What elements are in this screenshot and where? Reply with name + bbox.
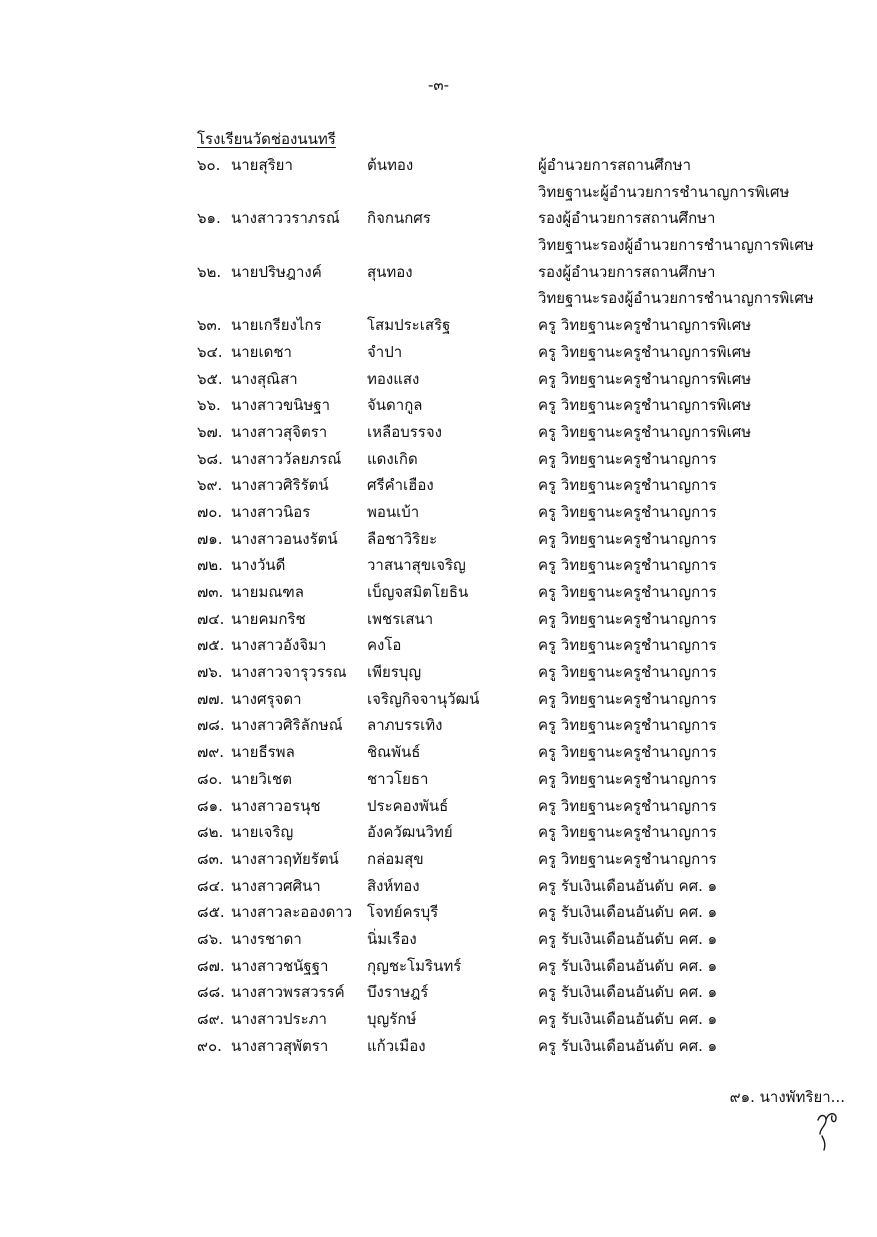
row-number: ๖๗. [197,422,223,441]
row-number: ๘๓. [197,849,224,868]
row-number: ๗๔. [197,609,225,628]
row-number: ๗๕. [197,636,225,655]
person-name: นางศรุจดา [231,689,302,708]
person-surname: พอนเบ้า [367,502,420,521]
person-surname: บึงราษฎร์ [367,983,429,1002]
staff-row [0,205,877,232]
staff-row [0,1033,877,1060]
row-number: ๗๐. [197,502,223,521]
staff-row [0,446,877,473]
person-surname: กล่อมสุข [367,849,424,868]
person-position: ครู รับเงินเดือนอันดับ คศ. ๑ [538,876,718,895]
person-name: นางสาววัลยภรณ์ [231,449,342,468]
person-position: ครู วิทยฐานะครูชำนาญการ [538,636,717,655]
person-position: ครู วิทยฐานะครูชำนาญการพิเศษ [538,342,752,361]
person-surname: แก้วเมือง [367,1036,426,1055]
staff-row [0,686,877,713]
row-number: ๗๖. [197,663,223,682]
person-position: ครู วิทยฐานะครูชำนาญการ [538,849,717,868]
row-number: ๗๘. [197,716,225,735]
row-number: ๖๓. [197,316,222,335]
person-position: ครู รับเงินเดือนอันดับ คศ. ๑ [538,956,718,975]
person-surname: ลือชาวิริยะ [367,529,438,548]
person-position: ครู วิทยฐานะครูชำนาญการ [538,716,717,735]
person-position: ครู วิทยฐานะครูชำนาญการ [538,609,717,628]
row-number: ๖๙. [197,476,223,495]
person-surname: กุญชะโมรินทร์ [367,956,462,975]
person-name: นางสาวศิริลักษณ์ [231,716,343,735]
person-surname: โสมประเสริฐ [367,316,451,335]
person-position: รองผู้อำนวยการสถานศึกษา [538,209,716,228]
person-name: นางสาวละอองดาว [231,903,353,922]
staff-list [0,152,877,1059]
person-surname: บุญรักษ์ [367,1010,417,1028]
staff-row [0,152,877,179]
staff-row [0,766,877,793]
staff-row [0,739,877,766]
staff-row [0,285,877,312]
person-name: นางสาวศศินา [231,876,321,895]
person-position: ครู วิทยฐานะครูชำนาญการ [538,743,717,762]
person-surname: คงโอ [367,636,402,655]
person-name: นางสาวอนงรัตน์ [231,529,338,548]
person-surname: จันดากูล [367,396,423,415]
person-name: นางสาวจารุวรรณ [231,663,347,682]
person-surname: แดงเกิด [367,449,418,468]
staff-row [0,552,877,579]
person-surname: สิงห์ทอง [367,876,420,895]
person-position: ครู รับเงินเดือนอันดับ คศ. ๑ [538,929,718,948]
person-surname: เหลือบรรจง [367,422,442,441]
person-position: ครู วิทยฐานะครูชำนาญการ [538,769,717,788]
person-name: นางสาวฤทัยรัตน์ [231,849,339,868]
person-name: นายเดชา [231,342,292,361]
staff-row [0,953,877,980]
person-position: วิทยฐานะผู้อำนวยการชำนาญการพิเศษ [538,182,790,201]
staff-row [0,419,877,446]
row-number: ๘๙. [197,1010,225,1028]
person-name: นายมณฑล [231,583,304,601]
person-name: นางสุณิสา [231,369,298,388]
row-number: ๙๐. [197,1036,222,1055]
person-surname: เพียรบุญ [367,663,422,682]
person-surname: วาสนาสุขเจริญ [367,556,466,575]
person-name: นางสาวขนิษฐา [231,396,331,415]
person-surname: ชาวโยธา [367,769,429,788]
row-number: ๘๐. [197,769,223,788]
staff-row [0,392,877,419]
staff-row [0,606,877,633]
person-name: นายสุริยา [231,156,293,174]
person-name: นายเจริญ [231,823,294,842]
row-number: ๖๘. [197,449,223,468]
person-name: นางสาวชนัฐฐา [231,956,329,975]
person-position: ครู รับเงินเดือนอันดับ คศ. ๑ [538,1010,718,1028]
person-position: ครู วิทยฐานะครูชำนาญการ [538,502,717,521]
row-number: ๗๒. [197,556,223,575]
school-heading: โรงเรียนวัดช่องนนทรี [197,130,336,148]
person-surname: ต้นทอง [367,156,414,174]
person-name: นางสาวสุจิตรา [231,422,328,441]
person-name: นางสาวสุพัตรา [231,1036,329,1055]
person-surname: ทองแสง [367,369,420,388]
person-position: ครู วิทยฐานะครูชำนาญการ [538,529,717,548]
row-number: ๖๕. [197,369,223,388]
staff-row [0,846,877,873]
staff-row [0,899,877,926]
staff-row [0,926,877,953]
row-number: ๗๙. [197,743,225,762]
person-name: นางสาววราภรณ์ [231,209,340,228]
person-name: นางสาวศิริรัตน์ [231,476,329,495]
staff-row [0,232,877,259]
person-name: นายปริษฎางค์ [231,262,322,281]
row-number: ๖๑. [197,209,221,228]
person-surname: โจทย์ครบุรี [367,903,439,922]
person-position: ครู วิทยฐานะครูชำนาญการ [538,583,717,601]
person-name: นางสาวอังจิมา [231,636,327,655]
person-surname: ศรีคำเฮือง [367,476,434,495]
staff-row [0,659,877,686]
row-number: ๘๗. [197,956,225,975]
person-position: ครู วิทยฐานะครูชำนาญการ [538,449,717,468]
person-position: ครู วิทยฐานะครูชำนาญการ [538,663,717,682]
person-name: นางสาวนิอร [231,502,311,521]
row-number: ๘๑. [197,796,223,815]
staff-row [0,526,877,553]
staff-row [0,579,877,606]
person-position: วิทยฐานะรองผู้อำนวยการชำนาญการพิเศษ [538,289,814,308]
staff-row [0,712,877,739]
row-number: ๘๘. [197,983,225,1002]
person-position: ครู วิทยฐานะครูชำนาญการ [538,796,717,815]
person-name: นายธีรพล [231,743,295,762]
person-name: นายคมกริช [231,609,306,628]
person-position: ครู วิทยฐานะครูชำนาญการ [538,556,717,575]
person-position: วิทยฐานะรองผู้อำนวยการชำนาญการพิเศษ [538,236,814,255]
staff-row [0,472,877,499]
person-surname: สุนทอง [367,262,413,281]
person-position: ครู วิทยฐานะครูชำนาญการ [538,689,717,708]
row-number: ๗๑. [197,529,223,548]
person-surname: ชิณพันธ์ [367,743,421,762]
person-position: ครู วิทยฐานะครูชำนาญการพิเศษ [538,316,752,335]
person-surname: เบ็ญจสมิตโยธิน [367,583,469,601]
person-name: นางรชาดา [231,929,302,948]
staff-row [0,1006,877,1033]
person-position: ผู้อำนวยการสถานศึกษา [538,156,692,174]
person-surname: ประคองพันธ์ [367,796,449,815]
row-number: ๘๕. [197,903,225,922]
person-position: ครู วิทยฐานะครูชำนาญการพิเศษ [538,422,752,441]
row-number: ๖๔. [197,342,223,361]
staff-row [0,499,877,526]
person-surname: อังควัฒนวิทย์ [367,823,453,842]
row-number: ๘๔. [197,876,225,895]
row-number: ๗๗. [197,689,225,708]
person-surname: ลาภบรรเทิง [367,716,443,735]
staff-row [0,793,877,820]
row-number: ๘๖. [197,929,223,948]
person-name: นางสาวประภา [231,1010,327,1028]
person-surname: กิจกนกศร [367,209,431,228]
person-name: นางวันดี [231,556,286,575]
person-position: ครู วิทยฐานะครูชำนาญการ [538,823,717,842]
staff-row [0,179,877,206]
person-position: ครู วิทยฐานะครูชำนาญการ [538,476,717,495]
person-position: ครู รับเงินเดือนอันดับ คศ. ๑ [538,1036,718,1055]
person-position: ครู วิทยฐานะครูชำนาญการพิเศษ [538,396,752,415]
staff-row [0,632,877,659]
row-number: ๖๐. [197,156,221,174]
continuation-text: ๙๑. นางพัทริยา... [729,1088,845,1106]
row-number: ๖๖. [197,396,221,415]
staff-row [0,819,877,846]
row-number: ๘๒. [197,823,224,842]
person-surname: นิ่มเรือง [367,929,417,948]
person-position: ครู รับเงินเดือนอันดับ คศ. ๑ [538,983,718,1002]
row-number: ๖๒. [197,262,222,281]
staff-row [0,366,877,393]
person-position: ครู รับเงินเดือนอันดับ คศ. ๑ [538,903,718,922]
person-surname: เพชรเสนา [367,609,434,628]
person-position: รองผู้อำนวยการสถานศึกษา [538,262,716,281]
person-name: นายเกรียงไกร [231,316,322,335]
person-name: นางสาวพรสวรรค์ [231,983,345,1002]
page-number: -๓- [427,76,450,94]
person-name: นายวิเชต [231,769,292,788]
staff-row [0,259,877,286]
person-position: ครู วิทยฐานะครูชำนาญการพิเศษ [538,369,752,388]
person-name: นางสาวอรนุช [231,796,321,815]
person-surname: เจริญกิจจานุวัฒน์ [367,689,480,708]
staff-row [0,339,877,366]
person-surname: จำปา [367,342,403,361]
staff-row [0,873,877,900]
signature-initials [814,1106,842,1154]
staff-row [0,312,877,339]
staff-row [0,979,877,1006]
row-number: ๗๓. [197,583,224,601]
